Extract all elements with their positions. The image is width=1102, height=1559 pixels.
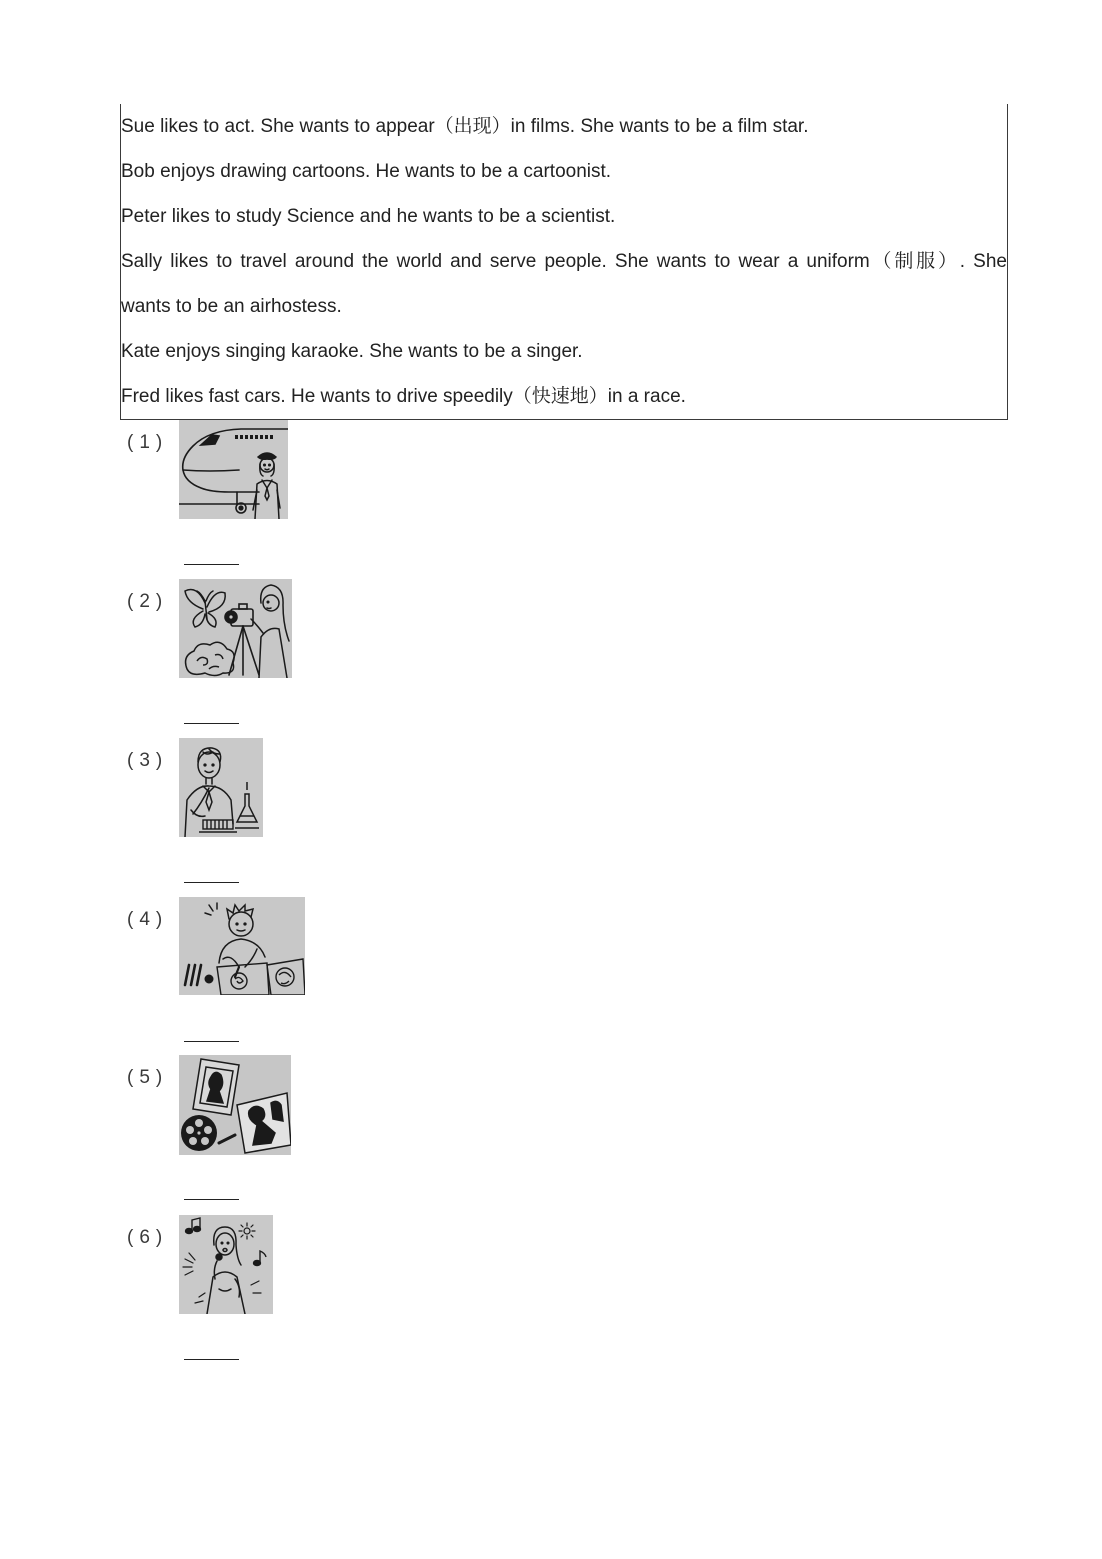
question-5 (0, 1055, 1102, 1205)
answer-blank (184, 1199, 239, 1200)
question-6 (0, 1215, 1102, 1365)
film-reel-sketch (181, 1115, 217, 1151)
answer-blank (184, 564, 239, 565)
film-strip-sketch (193, 1059, 239, 1115)
question-2 (0, 579, 1102, 729)
passage-line-bob: Bob enjoys drawing cartoons. He wants to be a cartoonist. (121, 161, 612, 182)
singer-picture (179, 1215, 273, 1314)
question-number: (1) (127, 432, 169, 453)
question-1 (0, 420, 1102, 570)
passage-line-peter: Peter likes to study Science and he wants to be a scientist. (121, 206, 616, 227)
film-star-picture (179, 1055, 291, 1155)
question-4 (0, 897, 1102, 1047)
answer-blank (184, 723, 239, 724)
passage-line-sally-continued: wants to be an airhostess. (121, 296, 342, 317)
cartoonist-picture (179, 897, 305, 995)
scientist-picture (179, 738, 263, 837)
question-number: (4) (127, 909, 169, 930)
passage-box (120, 104, 1008, 420)
passage-line-sally: Sally likes to travel around the world and serve people. She wants to wear a uniform（制服）. She (121, 251, 1007, 272)
question-number: (5) (127, 1067, 169, 1088)
question-number: (3) (127, 750, 169, 771)
question-number: (6) (127, 1227, 169, 1248)
airhostess-picture (179, 420, 288, 519)
answer-blank (184, 882, 239, 883)
question-3 (0, 738, 1102, 888)
answer-blank (184, 1041, 239, 1042)
passage-line-fred: Fred likes fast cars. He wants to drive speedily（快速地）in a race. (121, 386, 686, 407)
question-number: (2) (127, 591, 169, 612)
passage-line-sue: Sue likes to act. She wants to appear（出现）in films. She wants to be a film star. (121, 116, 809, 137)
photographer-picture (179, 579, 292, 678)
answer-blank (184, 1359, 239, 1360)
passage-line-kate: Kate enjoys singing karaoke. She wants to be a singer. (121, 341, 583, 362)
